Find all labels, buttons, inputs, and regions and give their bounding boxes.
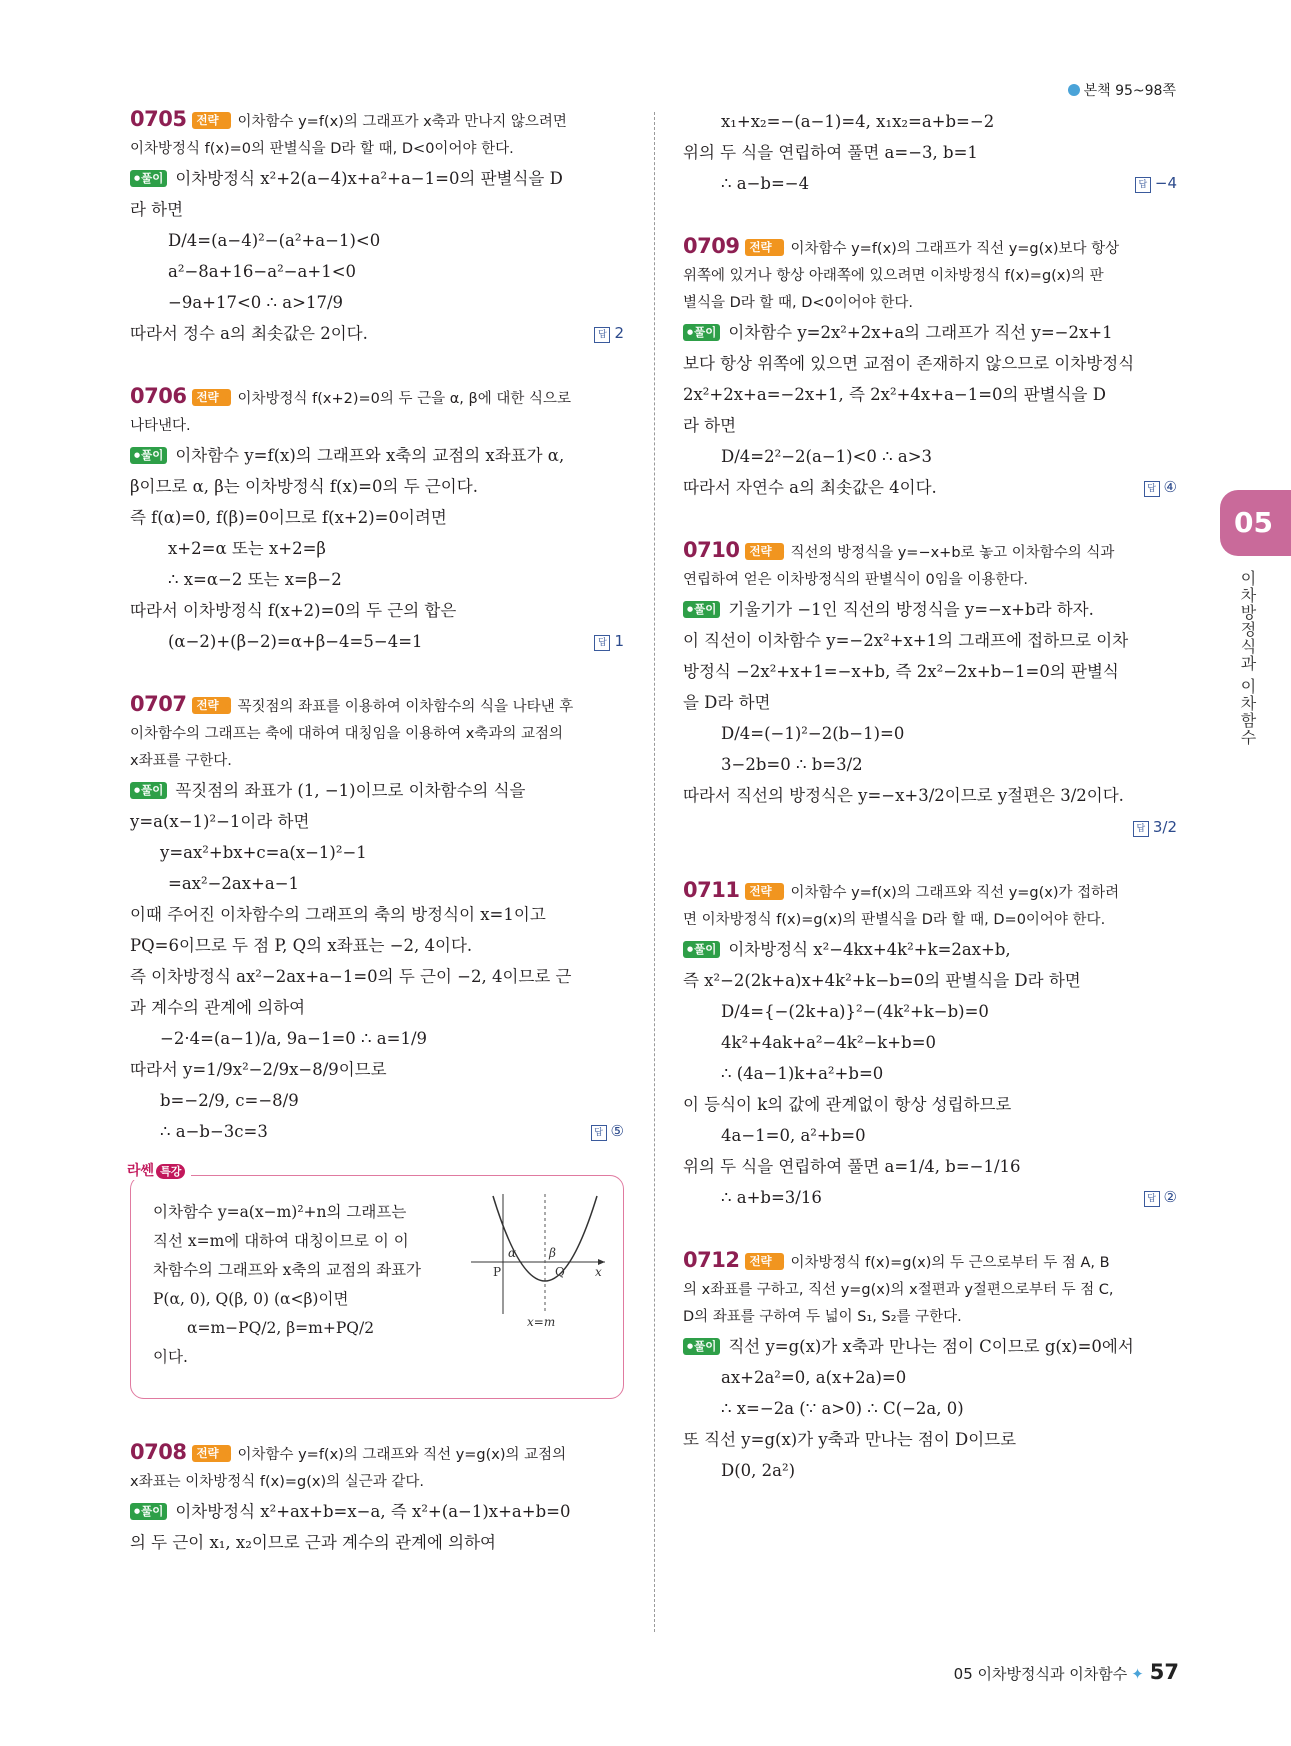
solution-equation: ∴ a−b=−4 xyxy=(721,174,810,193)
answer-value: −4 xyxy=(1154,174,1177,192)
solution-equation: ∴ a−b−3c=3 xyxy=(160,1122,268,1141)
problem-0712 xyxy=(683,1247,1177,1486)
strategy-text: 이차함수의 그래프는 축에 대하여 대칭임을 이용하여 x축과의 교점의 xyxy=(130,726,564,742)
solution-line: 즉 x²−2(2k+a)x+4k²+k−b=0의 판별식을 D라 하면 xyxy=(683,971,1081,990)
page-footer xyxy=(954,1660,1179,1684)
answer xyxy=(1135,168,1177,199)
strategy-text: 나타낸다. xyxy=(130,418,191,434)
answer-value: 1 xyxy=(614,632,624,650)
solution-line: 이차함수 y=2x²+2x+a의 그래프가 직선 y=−2x+1 xyxy=(728,323,1113,342)
solution-equation: D/4=(a−4)²−(a²+a−1)<0 xyxy=(168,231,381,250)
tip-line: 이차함수 y=a(x−m)²+n의 그래프는 xyxy=(153,1203,407,1221)
problem-0711 xyxy=(683,877,1177,1213)
chapter-tab xyxy=(1220,490,1291,556)
solution-badge: ● 풀이 xyxy=(683,601,720,618)
strategy-text: 연립하여 얻은 이차방정식의 판별식이 0임을 이용한다. xyxy=(683,572,1029,588)
right-column xyxy=(683,106,1177,1520)
tip-line: 이다. xyxy=(153,1348,188,1366)
chapter-number: 05 xyxy=(1234,506,1273,539)
answer xyxy=(591,1116,624,1147)
strategy-badge: 전략 ▸ xyxy=(745,239,784,256)
solution-equation: y=ax²+bx+c=a(x−1)²−1 xyxy=(160,843,367,862)
answer-value: 3/2 xyxy=(1152,818,1177,836)
strategy-text: 이차방정식 f(x)=g(x)의 두 근으로부터 두 점 A, B xyxy=(790,1255,1110,1271)
strategy-text: 꼭짓점의 좌표를 이용하여 이차함수의 식을 나타낸 후 xyxy=(237,699,574,715)
strategy-badge: 전략 ▸ xyxy=(745,1253,784,1270)
answer xyxy=(594,626,624,657)
solution-line: 이차함수 y=f(x)의 그래프와 x축의 교점의 x좌표가 α, xyxy=(175,446,565,465)
solution-equation: −2·4=(a−1)/a, 9a−1=0 ∴ a=1/9 xyxy=(160,1029,427,1048)
answer-value: 2 xyxy=(614,324,624,342)
answer xyxy=(1144,1182,1177,1213)
solution-line: 위의 두 식을 연립하여 풀면 a=−3, b=1 xyxy=(683,143,978,162)
answer-icon: 답 xyxy=(1135,177,1151,193)
problem-number: 0710 xyxy=(683,538,740,562)
tip-box xyxy=(127,1163,624,1399)
strategy-text: 위쪽에 있거나 항상 아래쪽에 있으려면 이차방정식 f(x)=g(x)의 판 xyxy=(683,268,1104,284)
solution-badge: ● 풀이 xyxy=(683,941,720,958)
strategy-text: x좌표를 구한다. xyxy=(130,753,232,769)
solution-line: 직선 y=g(x)가 x축과 만나는 점이 C이므로 g(x)=0에서 xyxy=(728,1337,1134,1356)
reference-dot-icon xyxy=(1068,84,1080,96)
problem-0709 xyxy=(683,233,1177,503)
problem-number: 0706 xyxy=(130,384,187,408)
solution-badge: ● 풀이 xyxy=(683,324,720,341)
solution-badge: ● 풀이 xyxy=(130,447,167,464)
problem-number: 0705 xyxy=(130,107,187,131)
solution-line: 이 직선이 이차함수 y=−2x²+x+1의 그래프에 접하므로 이차 xyxy=(683,631,1129,650)
strategy-text: 면 이차방정식 f(x)=g(x)의 판별식을 D라 할 때, D=0이어야 한다. xyxy=(683,912,1106,928)
solution-equation: x+2=α 또는 x+2=β xyxy=(168,539,326,558)
diamond-icon: ✦ xyxy=(1131,1665,1144,1683)
strategy-text: 이차방정식 f(x)=0의 판별식을 D라 할 때, D<0이어야 한다. xyxy=(130,141,514,157)
solution-equation: b=−2/9, c=−8/9 xyxy=(160,1091,299,1110)
solution-line: 꼭짓점의 좌표가 (1, −1)이므로 이차함수의 식을 xyxy=(175,781,526,800)
answer xyxy=(594,318,624,349)
strategy-text: D의 좌표를 구하여 두 넓이 S₁, S₂를 구한다. xyxy=(683,1309,962,1325)
parabola-graph xyxy=(469,1194,609,1329)
solution-equation: 3−2b=0 ∴ b=3/2 xyxy=(721,755,863,774)
solution-line: 이차방정식 x²+2(a−4)x+a²+a−1=0의 판별식을 D xyxy=(175,169,563,188)
solution-line: 즉 이차방정식 ax²−2ax+a−1=0의 두 근이 −2, 4이므로 근 xyxy=(130,967,572,986)
solution-equation: −9a+17<0 ∴ a>17/9 xyxy=(168,293,344,312)
solution-line: 과 계수의 관계에 의하여 xyxy=(130,998,306,1017)
solution-line: 기울기가 −1인 직선의 방정식을 y=−x+b라 하자. xyxy=(728,600,1094,619)
problem-number: 0708 xyxy=(130,1440,187,1464)
tip-line: 직선 x=m에 대하여 대칭이므로 이 이 xyxy=(153,1232,409,1250)
problem-number: 0707 xyxy=(130,692,187,716)
solution-equation: a²−8a+16−a²−a+1<0 xyxy=(168,262,357,281)
solution-line: 위의 두 식을 연립하여 풀면 a=1/4, b=−1/16 xyxy=(683,1157,1021,1176)
solution-line: 2x²+2x+a=−2x+1, 즉 2x²+4x+a−1=0의 판별식을 D xyxy=(683,385,1106,404)
solution-badge: ● 풀이 xyxy=(130,170,167,187)
answer-value: ② xyxy=(1163,1188,1177,1206)
left-column xyxy=(127,106,624,1592)
solution-badge: ● 풀이 xyxy=(130,782,167,799)
solution-equation: ∴ (4a−1)k+a²+b=0 xyxy=(721,1064,884,1083)
footer-chapter: 05 이차방정식과 이차함수 xyxy=(953,1665,1128,1683)
solution-line: y=a(x−1)²−1이라 하면 xyxy=(130,812,310,831)
tip-line: P(α, 0), Q(β, 0) (α<β)이면 xyxy=(153,1290,349,1308)
solution-equation: =ax²−2ax+a−1 xyxy=(168,874,300,893)
book-reference xyxy=(1068,80,1176,100)
tip-line: 차함수의 그래프와 x축의 교점의 좌표가 xyxy=(153,1261,422,1279)
strategy-text: 이차함수 y=f(x)의 그래프와 직선 y=g(x)가 접하려 xyxy=(790,885,1120,901)
solution-equation: (α−2)+(β−2)=α+β−4=5−4=1 xyxy=(168,632,423,651)
tip-formula: α=m−PQ/2, β=m+PQ/2 xyxy=(187,1319,375,1337)
strategy-text: 의 x좌표를 구하고, 직선 y=g(x)의 x절편과 y절편으로부터 두 점 C, xyxy=(683,1282,1114,1298)
tip-subtitle: 특강 xyxy=(156,1164,185,1179)
strategy-badge: 전략 ▸ xyxy=(192,389,231,406)
strategy-badge: 전략 ▸ xyxy=(192,697,231,714)
solution-equation: D/4={−(2k+a)}²−(4k²+k−b)=0 xyxy=(721,1002,989,1021)
problem-number: 0709 xyxy=(683,234,740,258)
solution-line: 이차방정식 x²+ax+b=x−a, 즉 x²+(a−1)x+a+b=0 xyxy=(175,1502,571,1521)
solution-badge: ● 풀이 xyxy=(683,1338,720,1355)
solution-line: PQ=6이므로 두 점 P, Q의 x좌표는 −2, 4이다. xyxy=(130,936,473,955)
solution-line: 이때 주어진 이차함수의 그래프의 축의 방정식이 x=1이고 xyxy=(130,905,546,924)
solution-line: 보다 항상 위쪽에 있으면 교점이 존재하지 않으므로 이차방정식 xyxy=(683,354,1135,373)
solution-equation: x₁+x₂=−(a−1)=4, x₁x₂=a+b=−2 xyxy=(721,112,995,131)
solution-line: 따라서 정수 a의 최솟값은 2이다. xyxy=(130,324,368,343)
x-axis-label: x xyxy=(595,1265,602,1279)
solution-equation: 4k²+4ak+a²−4k²−k+b=0 xyxy=(721,1033,937,1052)
strategy-text: x좌표는 이차방정식 f(x)=g(x)의 실근과 같다. xyxy=(130,1474,424,1490)
solution-line: 라 하면 xyxy=(130,200,184,219)
solution-line: 따라서 직선의 방정식은 y=−x+3/2이므로 y절편은 3/2이다. xyxy=(683,786,1124,805)
problem-0710 xyxy=(683,537,1177,843)
strategy-text: 이차방정식 f(x+2)=0의 두 근을 α, β에 대한 식으로 xyxy=(237,391,571,407)
tip-title xyxy=(121,1160,191,1180)
solution-line: 의 두 근이 x₁, x₂이므로 근과 계수의 관계에 의하여 xyxy=(130,1533,496,1552)
answer-icon: 답 xyxy=(594,327,610,343)
solution-equation: D/4=2²−2(a−1)<0 ∴ a>3 xyxy=(721,447,933,466)
answer-icon: 답 xyxy=(1144,481,1160,497)
tip-title-text: 라쎈 xyxy=(127,1163,155,1179)
answer xyxy=(1144,472,1177,503)
solution-line: 즉 f(α)=0, f(β)=0이므로 f(x+2)=0이려면 xyxy=(130,508,447,527)
answer-icon: 답 xyxy=(591,1125,607,1141)
solution-line: 을 D라 하면 xyxy=(683,693,771,712)
solution-equation: ax+2a²=0, a(x+2a)=0 xyxy=(721,1368,907,1387)
answer-value: ④ xyxy=(1163,478,1177,496)
strategy-badge: 전략 ▸ xyxy=(745,883,784,900)
solution-line: 또 직선 y=g(x)가 y축과 만나는 점이 D이므로 xyxy=(683,1430,1017,1449)
strategy-badge: 전략 ▸ xyxy=(745,543,784,560)
answer-icon: 답 xyxy=(1133,821,1149,837)
chapter-side-label: 이차방정식과 이차함수 xyxy=(1238,570,1257,747)
answer xyxy=(1133,818,1177,836)
strategy-text: 이차함수 y=f(x)의 그래프가 직선 y=g(x)보다 항상 xyxy=(790,241,1120,257)
problem-0706 xyxy=(130,383,624,657)
point-q-label: Q xyxy=(555,1265,565,1279)
problem-0705 xyxy=(130,106,624,349)
strategy-text: 이차함수 y=f(x)의 그래프와 직선 y=g(x)의 교점의 xyxy=(237,1447,567,1463)
problem-0708 xyxy=(130,1439,624,1558)
solution-line: 이 등식이 k의 값에 관계없이 항상 성립하므로 xyxy=(683,1095,1012,1114)
solution-line: β이므로 α, β는 이차방정식 f(x)=0의 두 근이다. xyxy=(130,477,478,496)
answer-icon: 답 xyxy=(594,635,610,651)
problem-number: 0711 xyxy=(683,878,740,902)
solution-line: 따라서 y=1/9x²−2/9x−8/9이므로 xyxy=(130,1060,387,1079)
point-p-label: P xyxy=(493,1265,502,1279)
answer-value: ⑤ xyxy=(610,1122,624,1140)
solution-badge: ● 풀이 xyxy=(130,1503,167,1520)
axis-equation-label: x=m xyxy=(527,1315,556,1329)
beta-label: β xyxy=(549,1246,556,1260)
solution-equation: ∴ a+b=3/16 xyxy=(721,1188,822,1207)
solution-line: 따라서 자연수 a의 최솟값은 4이다. xyxy=(683,478,937,497)
column-divider xyxy=(654,112,655,1632)
problem-0707 xyxy=(127,691,624,1399)
alpha-label: α xyxy=(508,1246,517,1260)
strategy-text: 별식을 D라 할 때, D<0이어야 한다. xyxy=(683,295,914,311)
strategy-text: 직선의 방정식을 y=−x+b로 놓고 이차함수의 식과 xyxy=(790,545,1115,561)
strategy-text: 이차함수 y=f(x)의 그래프가 x축과 만나지 않으려면 xyxy=(237,114,567,130)
book-reference-text: 본책 95~98쪽 xyxy=(1083,83,1176,99)
solution-equation: ∴ x=−2a (∵ a>0) ∴ C(−2a, 0) xyxy=(721,1399,964,1418)
solution-line: 이차방정식 x²−4kx+4k²+k=2ax+b, xyxy=(728,940,1011,959)
problem-number: 0712 xyxy=(683,1248,740,1272)
solution-equation: D/4=(−1)²−2(b−1)=0 xyxy=(721,724,905,743)
strategy-badge: 전략 ▸ xyxy=(192,1445,231,1462)
strategy-badge: 전략 ▸ xyxy=(192,112,231,129)
page-number: 57 xyxy=(1149,1660,1179,1684)
problem-0708-continued xyxy=(683,106,1177,199)
solution-line: 방정식 −2x²+x+1=−x+b, 즉 2x²−2x+b−1=0의 판별식 xyxy=(683,662,1119,681)
solution-equation: D(0, 2a²) xyxy=(721,1461,796,1480)
answer-icon: 답 xyxy=(1144,1191,1160,1207)
solution-line: 라 하면 xyxy=(683,416,737,435)
solution-equation: ∴ x=α−2 또는 x=β−2 xyxy=(168,570,342,589)
solution-equation: 4a−1=0, a²+b=0 xyxy=(721,1126,866,1145)
solution-line: 따라서 이차방정식 f(x+2)=0의 두 근의 합은 xyxy=(130,601,457,620)
